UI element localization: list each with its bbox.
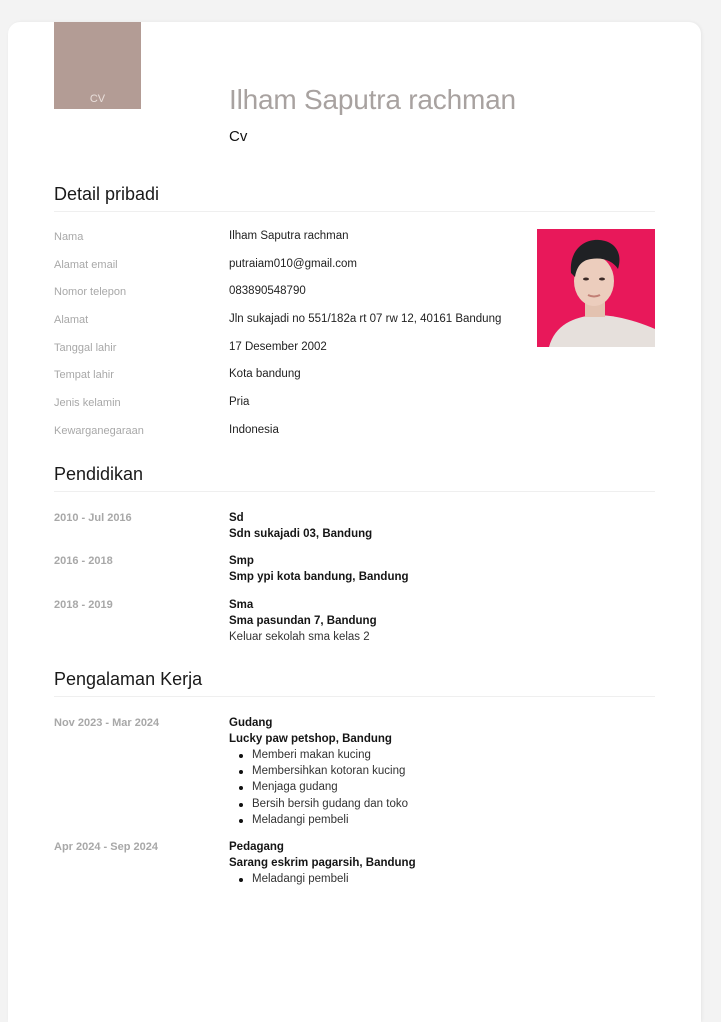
candidate-name: Ilham Saputra rachman <box>229 84 516 115</box>
work-duties-list <box>229 871 416 887</box>
document-subtitle: Cv <box>229 128 248 145</box>
label-phone: Nomor telepon <box>54 286 127 298</box>
duty-item: Meladangi pembeli <box>252 812 408 828</box>
label-birth-date: Tanggal lahir <box>54 342 117 354</box>
education-level: Sd <box>229 512 244 524</box>
education-date: 2018 - 2019 <box>54 599 113 611</box>
education-date: 2016 - 2018 <box>54 555 113 567</box>
person-portrait-icon <box>537 229 655 347</box>
duty-item: Menjaga gudang <box>252 779 408 795</box>
value-gender: Pria <box>229 396 250 408</box>
education-school: Sdn sukajadi 03, Bandung <box>229 528 373 540</box>
value-nationality: Indonesia <box>229 424 279 436</box>
profile-photo <box>537 229 655 347</box>
work-entry <box>229 715 408 828</box>
value-email: putraiam010@gmail.com <box>229 258 358 270</box>
duty-item: Bersih bersih gudang dan toko <box>252 796 408 812</box>
work-duties-list <box>229 747 408 828</box>
cv-logo-badge <box>54 22 141 109</box>
label-gender: Jenis kelamin <box>54 397 121 409</box>
label-name: Nama <box>54 231 84 243</box>
duty-item: Membersihkan kotoran kucing <box>252 763 408 779</box>
cv-page <box>8 22 701 1022</box>
work-date: Nov 2023 - Mar 2024 <box>54 717 160 729</box>
section-divider <box>54 696 655 697</box>
education-entry <box>229 553 409 585</box>
value-phone: 083890548790 <box>229 285 306 297</box>
education-date: 2010 - Jul 2016 <box>54 512 132 524</box>
label-birth-place: Tempat lahir <box>54 369 114 381</box>
education-school: Smp ypi kota bandung, Bandung <box>229 571 409 583</box>
section-title-personal: Detail pribadi <box>54 184 160 204</box>
value-birth-place: Kota bandung <box>229 368 301 380</box>
work-entry <box>229 839 416 887</box>
education-level: Smp <box>229 555 254 567</box>
section-title-work: Pengalaman Kerja <box>54 669 203 689</box>
education-entry <box>229 597 377 645</box>
label-email: Alamat email <box>54 259 118 271</box>
value-birth-date: 17 Desember 2002 <box>229 341 327 353</box>
section-title-education: Pendidikan <box>54 464 144 484</box>
section-divider <box>54 491 655 492</box>
work-date: Apr 2024 - Sep 2024 <box>54 841 158 853</box>
work-employer: Sarang eskrim pagarsih, Bandung <box>229 857 416 869</box>
section-divider <box>54 211 655 212</box>
logo-text: CV <box>89 93 106 105</box>
education-level: Sma <box>229 599 254 611</box>
education-school: Sma pasundan 7, Bandung <box>229 615 377 627</box>
education-entry <box>229 510 372 542</box>
work-position: Pedagang <box>229 841 284 853</box>
label-address: Alamat <box>54 314 89 326</box>
work-employer: Lucky paw petshop, Bandung <box>229 733 392 745</box>
education-note: Keluar sekolah sma kelas 2 <box>229 631 370 643</box>
value-address: Jln sukajadi no 551/182a rt 07 rw 12, 40161 Bandung <box>229 313 502 325</box>
duty-item: Memberi makan kucing <box>252 747 408 763</box>
work-position: Gudang <box>229 717 273 729</box>
duty-item: Meladangi pembeli <box>252 871 416 887</box>
label-nationality: Kewarganegaraan <box>54 425 144 437</box>
value-name: Ilham Saputra rachman <box>229 230 349 242</box>
